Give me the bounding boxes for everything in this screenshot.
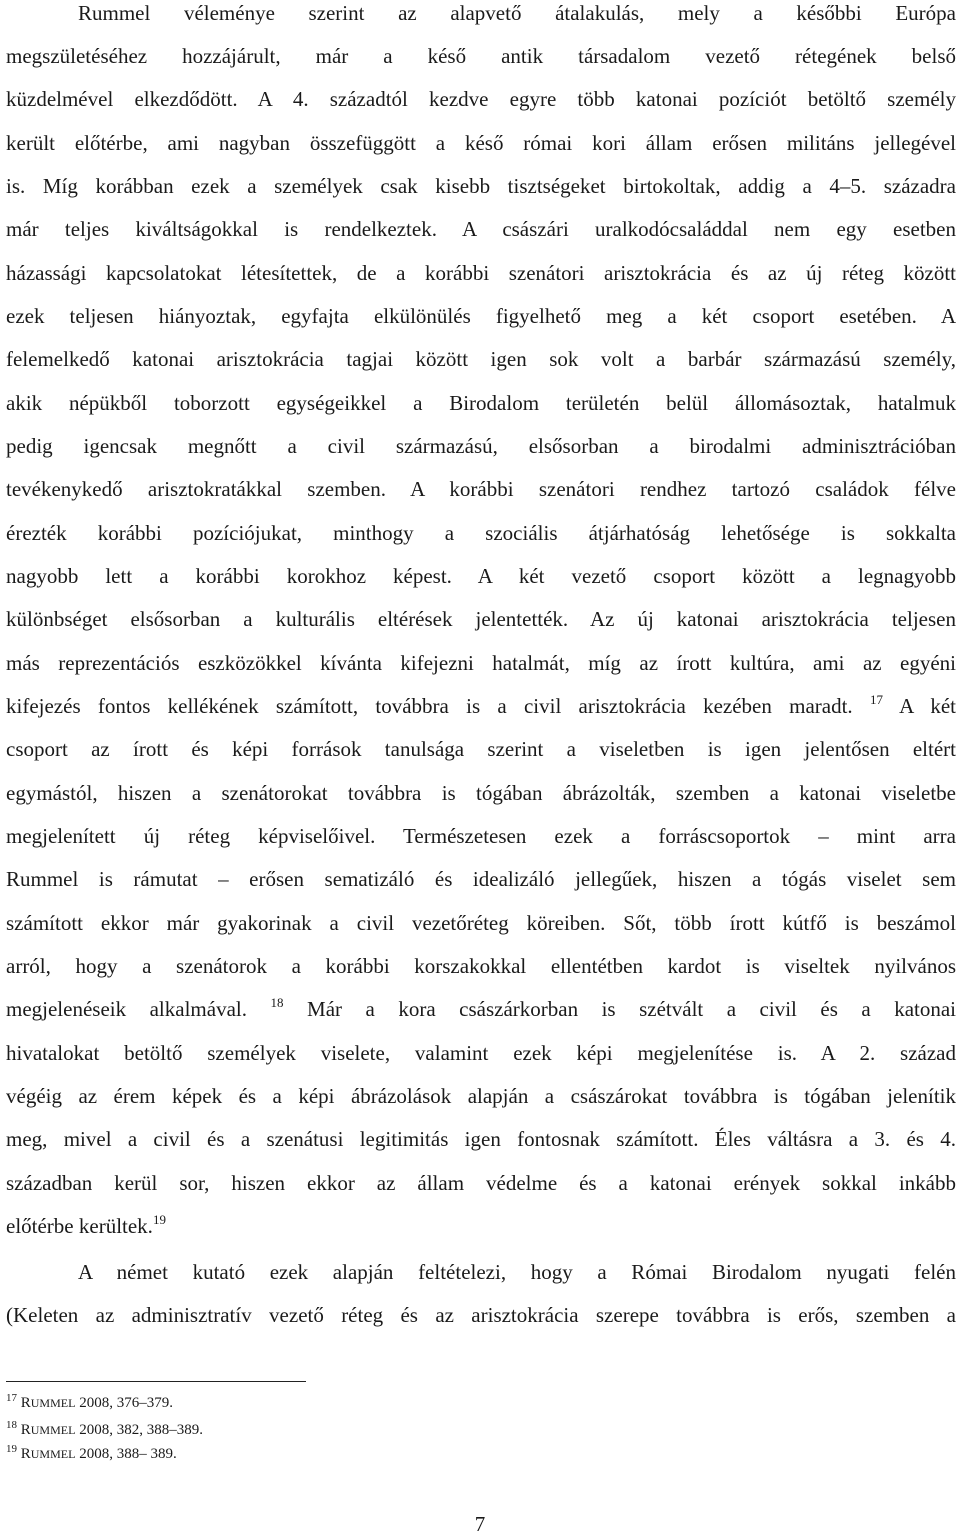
body-line: pedig igencsak megnőtt a civil származású, elsősorban a birodalmi adminisztrációban (6, 434, 956, 458)
page-number: 7 (474, 1512, 486, 1536)
body-text: előtérbe kerültek. (6, 1214, 153, 1238)
body-line: században kerül sor, hiszen ekkor az állam védelme és a katonai erények sokkal inkább (6, 1171, 956, 1195)
footnote-author-initial: R (20, 1422, 31, 1438)
footnote-17 (6, 1394, 173, 1412)
footnote-author-rest: UMMEL (30, 1396, 76, 1410)
footnote-number: 18 (6, 1419, 17, 1431)
body-line (6, 1213, 956, 1239)
body-line: nagyobb lett a korábbi korokhoz képest. A két vezető csoport között a legnagyobb (6, 564, 956, 588)
footnote-ref-18[interactable]: 18 (270, 996, 284, 1010)
body-line: házassági kapcsolatokat létesítettek, de a korábbi szenátori arisztokrácia és az új réteg között (6, 261, 956, 285)
footnote-text: 2008, 382, 388–389. (75, 1422, 203, 1438)
footnote-ref-19[interactable]: 19 (152, 1213, 166, 1227)
footnote-ref-17[interactable]: 17 (869, 693, 883, 707)
footnote-number: 19 (6, 1443, 17, 1455)
body-line: ezek teljesen hiányoztak, egyfajta elkülönülés figyelhető meg a két csoport esetében. A (6, 304, 956, 328)
body-line: számított ekkor már gyakorinak a civil vezetőréteg köreiben. Sőt, több írott kútfő is beszámol (6, 911, 956, 935)
body-line: meg, mivel a civil és a szenátusi legitimitás igen fontosnak számított. Éles váltásra a 3. és 4. (6, 1127, 956, 1151)
body-line: felemelkedő katonai arisztokrácia tagjai között igen sok volt a barbár származású személy, (6, 347, 956, 371)
body-line: egymástól, hiszen a szenátorokat továbbra is tógában ábrázolták, szemben a katonai viseletbe (6, 781, 956, 805)
footnote-19 (6, 1445, 177, 1463)
body-text: A két (899, 694, 956, 718)
body-line: (Keleten az adminisztratív vezető réteg és az arisztokrácia szerepe továbbra is erős, szemben a (6, 1303, 956, 1327)
body-line: más reprezentációs eszközökkel kívánta kifejezni hatalmát, míg az írott kultúra, ami az egyéni (6, 651, 956, 675)
body-line: csoport az írott és képi források tanulsága szerint a viseletben is igen jelentősen eltért (6, 737, 956, 761)
body-line: A német kutató ezek alapján feltételezi, hogy a Római Birodalom nyugati felén (78, 1260, 956, 1284)
body-line (6, 996, 956, 1022)
body-line: megjelenített új réteg képviselőivel. Természetesen ezek a forráscsoportok – mint arra (6, 824, 956, 848)
body-line: küzdelmével elkezdődött. A 4. századtól kezdve egyre több katonai pozíciót betöltő személy (6, 87, 956, 111)
body-text: kifejezés fontos kellékének számított, továbbra is a civil arisztokrácia kezében maradt. (6, 694, 853, 718)
footnote-author-initial: R (20, 1446, 31, 1462)
footnote-author-initial: R (20, 1395, 31, 1411)
body-line: arról, hogy a szenátorok a korábbi korszakokkal ellentétben kardot is viseltek nyilvános (6, 954, 956, 978)
footnote-author-rest: UMMEL (30, 1447, 76, 1461)
body-line: hivatalokat betöltő személyek viselete, valamint ezek képi megjelenítése is. A 2. század (6, 1041, 956, 1065)
footnote-text: 2008, 388– 389. (75, 1446, 177, 1462)
footnote-number: 17 (6, 1392, 17, 1404)
body-line: Rummel véleménye szerint az alapvető átalakulás, mely a későbbi Európa (78, 1, 956, 25)
body-line: Rummel is rámutat – erősen sematizáló és idealizáló jellegűek, hiszen a tógás viselet sem (6, 867, 956, 891)
body-text: Már a kora császárkorban is szétvált a civil és a katonai (307, 997, 956, 1021)
body-line (6, 693, 956, 719)
body-line: is. Míg korábban ezek a személyek csak kisebb tisztségeket birtokoltak, addig a 4–5. századra (6, 174, 956, 198)
footnote-separator (6, 1381, 306, 1382)
footnote-author-rest: UMMEL (30, 1423, 76, 1437)
body-line: akik népükből toborzott egységeikkel a Birodalom területén belül állomásoztak, hatalmuk (6, 391, 956, 415)
body-line: érezték korábbi pozíciójukat, minthogy a szociális átjárhatóság lehetősége is sokkalta (6, 521, 956, 545)
body-line: végéig az érem képek és a képi ábrázolások alapján a császárokat továbbra is tógában jelenítik (6, 1084, 956, 1108)
footnote-text: 2008, 376–379. (75, 1395, 173, 1411)
body-line: tevékenykedő arisztokratákkal szemben. A korábbi szenátori rendhez tartozó családok félve (6, 477, 956, 501)
body-line: különbséget elsősorban a kulturális eltérések jelentették. Az új katonai arisztokrácia teljesen (6, 607, 956, 631)
body-line: már teljes kiváltságokkal is rendelkeztek. A császári uralkodócsaláddal nem egy esetben (6, 217, 956, 241)
body-line: megszületéséhez hozzájárult, már a késő antik társadalom vezető rétegének belső (6, 44, 956, 68)
footnote-18 (6, 1421, 203, 1439)
body-text: megjelenéseik alkalmával. (6, 997, 247, 1021)
body-line: került előtérbe, ami nagyban összefüggött a késő római kori állam erősen militáns jellegével (6, 131, 956, 155)
